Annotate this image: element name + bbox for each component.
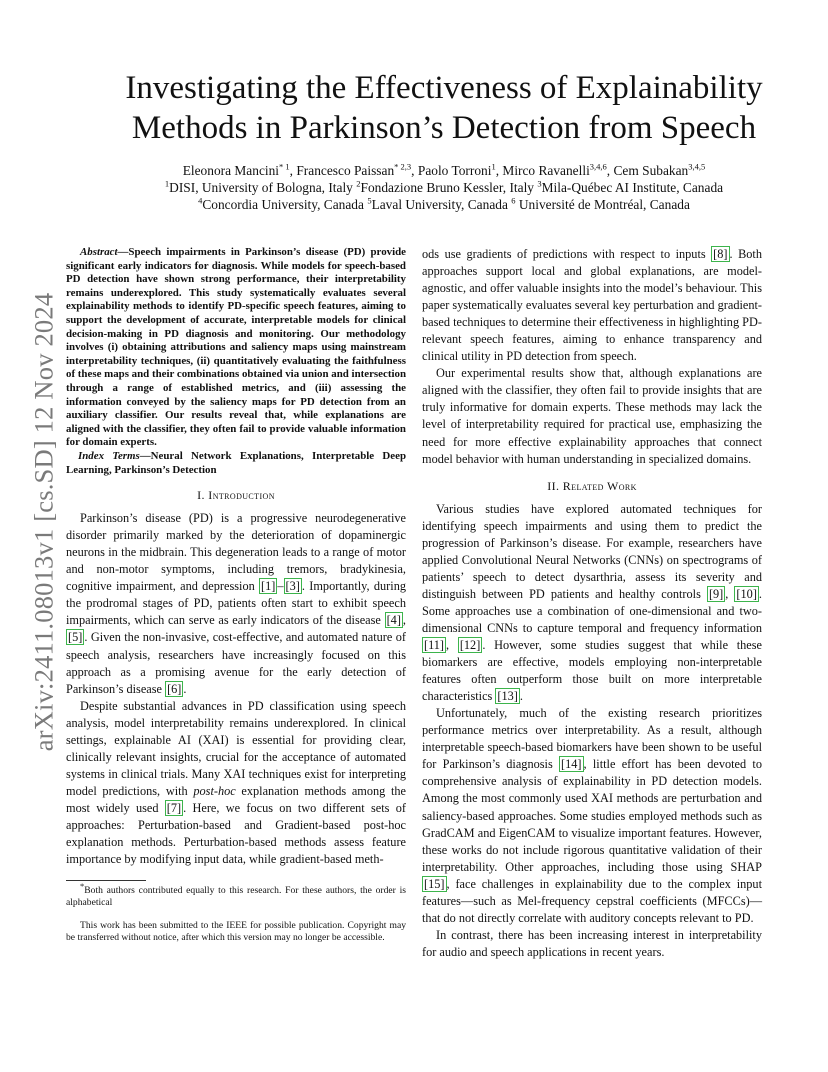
author-name: Mirco Ravanelli: [502, 163, 590, 178]
paper-title: [60, 68, 828, 148]
footnote-marker: *: [80, 880, 85, 891]
affil-sup: 2: [356, 178, 361, 189]
citation-link[interactable]: [3]: [285, 579, 300, 594]
text-run: .: [183, 681, 187, 696]
citation-link[interactable]: [6]: [167, 681, 182, 696]
affil-sup: 3: [537, 178, 542, 189]
affiliation: DISI, University of Bologna, Italy: [169, 180, 353, 195]
intro-paragraph-2: [66, 698, 406, 868]
affiliation: Mila-Québec AI Institute, Canada: [541, 180, 724, 195]
author-affil-sup: 1: [491, 161, 496, 172]
text-run: explanation methods among the most widely used: [66, 783, 406, 815]
author-name: Francesco Paissan: [296, 163, 395, 178]
text-run: . Here, we focus on two different sets of approaches: Perturbation-based and Gradient-based post-hoc explanation methods. Perturbation-based methods assess feature importance by modifying input data, while gradient-based meth-: [66, 800, 406, 867]
citation-link[interactable]: [15]: [424, 876, 445, 891]
text-run: Various studies have explored automated techniques for identifying speech impairments and using them to predict the progression of Parkinson’s disease. For example, researchers have applied Convolutional Neural Networks (CNNs) on spectrograms of patients’ speech to detect dysarthria, assess its severity and distinguish between PD patients and healthy controls: [422, 501, 762, 601]
section-heading-introduction: I. Introduction: [197, 488, 275, 503]
affiliations-line-2: [60, 196, 828, 213]
footnote-ieee: This work has been submitted to the IEEE for possible publication. Copyright may be transferred without notice, after which this version may no longer be accessible.: [66, 919, 406, 944]
text-run: . Both approaches support local and global explanations, are model-agnostic, and offer valuable insights into the model’s behaviour. This paper systematically evaluates several key perturbation and gradient-based techniques to determine their effectiveness in highlighting PD-relevant speech features, aiming to enhance transparency and clinical utility in PD detection from speech.: [422, 247, 762, 364]
author-name: Cem Subakan: [613, 163, 689, 178]
affiliation: Laval University, Canada: [371, 197, 508, 212]
affiliations-line-1: [60, 179, 828, 196]
related-paragraph-2: [422, 705, 762, 927]
author-affil-sup: * 1: [279, 161, 290, 172]
text-run: . Given the non-invasive, cost-effective, and automated nature of speech analysis, researchers have increasingly focused on this approach as a promising avenue for the early detection of Parkinson’s disease: [66, 630, 406, 696]
citation-link[interactable]: [12]: [459, 638, 481, 653]
text-run: . However, some studies suggest that while these biomarkers are effective, models employing non-interpretable features often outperform those built on more interpretable characteristics: [422, 638, 762, 704]
citation-link[interactable]: [9]: [708, 586, 724, 601]
author-name: Paolo Torroni: [417, 163, 492, 178]
citation-link[interactable]: [1]: [261, 579, 276, 594]
author-names: Eleonora Mancini$^{* 1}$, Francesco Paissan$^{* 2,3}$, Paolo Torroni$^1$, Mirco Ravanelli$^{3,4,6}$, Cem Subakan$^{3,4,5}$: [182, 161, 706, 178]
text-run: –: [277, 579, 284, 594]
text-run: . Importantly, during the prodromal stages of PD, patients often start to exhibit speech impairments, which can serve as early indicators of the disease: [66, 579, 406, 628]
text-run: Parkinson’s disease (PD) is a progressive neurodegenerative disorder primarily marked by the deterioration of dopaminergic neurons in the midbrain. This degeneration leads to a range of motor and non-motor symptoms, including tremors, bradykinesia, cognitive impairment, and depression: [66, 511, 406, 594]
author-affil-sup: 3,4,5: [688, 161, 706, 172]
affil-sup: 4: [198, 195, 203, 206]
related-paragraph-1: [422, 501, 762, 706]
title-line-2: Methods in Parkinson’s Detection from Speech: [131, 110, 757, 146]
text-run: . Some approaches use a combination of one-dimensional and two-dimensional CNNs to capture temporal and frequency information: [422, 586, 762, 635]
author-affil-sup: * 2,3: [394, 161, 412, 172]
abstract: [66, 246, 406, 450]
text-run: Unfortunately, much of the existing research prioritizes performance metrics over interpretability. As a result, although interpretable speech-based biomarkers have been shown to be useful for Parkinson’s diagnosis: [422, 706, 762, 772]
citation-link[interactable]: [7]: [166, 800, 182, 815]
text-run: , little effort has been devoted to comprehensive analysis of explainability in PD detection models. Among the most commonly used XAI methods are perturbation and saliency-based approaches. Some studies employed methods such as GradCAM and EigenCAM to visualize important features. However, these works do not include rigorous quantitative validation of their interpretability. Other approaches, including those using SHAP: [422, 757, 763, 874]
right-column: [422, 246, 762, 961]
title-line-1: Investigating the Effectiveness of Explainability: [125, 70, 763, 106]
citation-link[interactable]: [14]: [561, 757, 582, 772]
author-affil-sup: 3,4,6: [589, 161, 607, 172]
arxiv-stamp: [24, 282, 64, 762]
related-paragraph-3: In contrast, there has been increasing interest in interpretability for audio and speech applications in recent years.: [422, 927, 762, 959]
italic-term: post-hoc: [193, 783, 236, 798]
text-run: , face challenges in explainability due to the complex input features—such as Mel-frequency cepstral coefficients (MFCCs)—that do not directly correlate with auditory concepts relevant to PD.: [422, 876, 762, 925]
text-run: Despite substantial advances in PD classification using speech analysis, model interpretability remains underexplored. In clinical settings, explainable AI (XAI) is essential for providing clear, clinically relevant insights, crucial for the acceptance of automated systems in clinical trials. Many XAI techniques exist for interpreting model predictions, with: [66, 698, 406, 798]
left-column: [66, 246, 406, 944]
footnote-text: Both authors contributed equally to this research. For these authors, the order is alphabetical: [66, 885, 406, 909]
citation-link[interactable]: [5]: [68, 630, 83, 645]
intro-paragraph-1: [66, 510, 406, 698]
text-run: ,: [446, 638, 458, 653]
author-name: Eleonora Mancini: [182, 163, 280, 178]
intro-paragraph-3: Our experimental results show that, although explanations are aligned with the classifier, they often fail to provide insights that are truly informative for domain experts. These methods may lack the level of interpretability required for practical use, emphasizing the need for more effective explainability approaches that connect model behavior with human understanding in specialized domains.: [422, 366, 762, 466]
affiliation: Fondazione Bruno Kessler, Italy: [360, 180, 535, 195]
text-run: ,: [402, 613, 406, 628]
citation-link[interactable]: [4]: [386, 613, 401, 628]
text-run: ,: [725, 586, 735, 601]
arxiv-stamp-text: arXiv:2411.08013v1 [cs.SD] 12 Nov 2024: [28, 292, 59, 752]
section-heading-related-work: II. Related Work: [547, 478, 637, 493]
index-terms-text: —Neural Network Explanations, Interpretable Deep Learning, Parkinson’s Detection: [66, 449, 406, 476]
citation-link[interactable]: [11]: [424, 638, 445, 653]
affil-sup: 1: [164, 178, 170, 189]
affil-sup: 5: [367, 195, 372, 206]
intro-paragraph-2-cont: [422, 246, 762, 365]
affiliation: Concordia University, Canada: [202, 197, 364, 212]
index-terms: [66, 450, 406, 477]
affil-sup: 6: [511, 195, 516, 206]
abstract-text: —Speech impairments in Parkinson’s disease (PD) provide significant early indicators for diagnosis. While models for speech-based PD detection have shown strong performance, their interpretability remains underexplored. This study systematically evaluates several explainability methods to identify PD-specific speech features, aiming to support the development of accurate, interpretable models for clinical decision-making in PD diagnosis and monitoring. Our methodology involves (i) obtaining attributions and saliency maps using mainstream interpretability techniques, (ii) quantitatively evaluating the faithfulness of these maps and their combinations obtained via union and intersection through a range of established metrics, and (iii) assessing the information conveyed by the saliency maps for PD detection from an auxiliary classifier. Our results reveal that, while explanations are aligned with the classifier, they often fail to provide valuable information for domain experts.: [66, 246, 406, 449]
footnote-equal-contribution: [66, 880, 406, 910]
citation-link[interactable]: [13]: [497, 689, 518, 704]
citation-link[interactable]: [10]: [736, 586, 757, 601]
affiliation: Université de Montréal, Canada: [515, 197, 690, 212]
index-terms-label: Index Terms: [78, 449, 140, 462]
abstract-label: Abstract: [80, 246, 118, 258]
footnote-rule: [66, 880, 146, 881]
text-run: .: [519, 689, 523, 704]
author-block: [60, 162, 828, 213]
citation-link[interactable]: [8]: [713, 247, 728, 261]
text-run: ods use gradients of predictions with respect to inputs: [422, 247, 712, 261]
